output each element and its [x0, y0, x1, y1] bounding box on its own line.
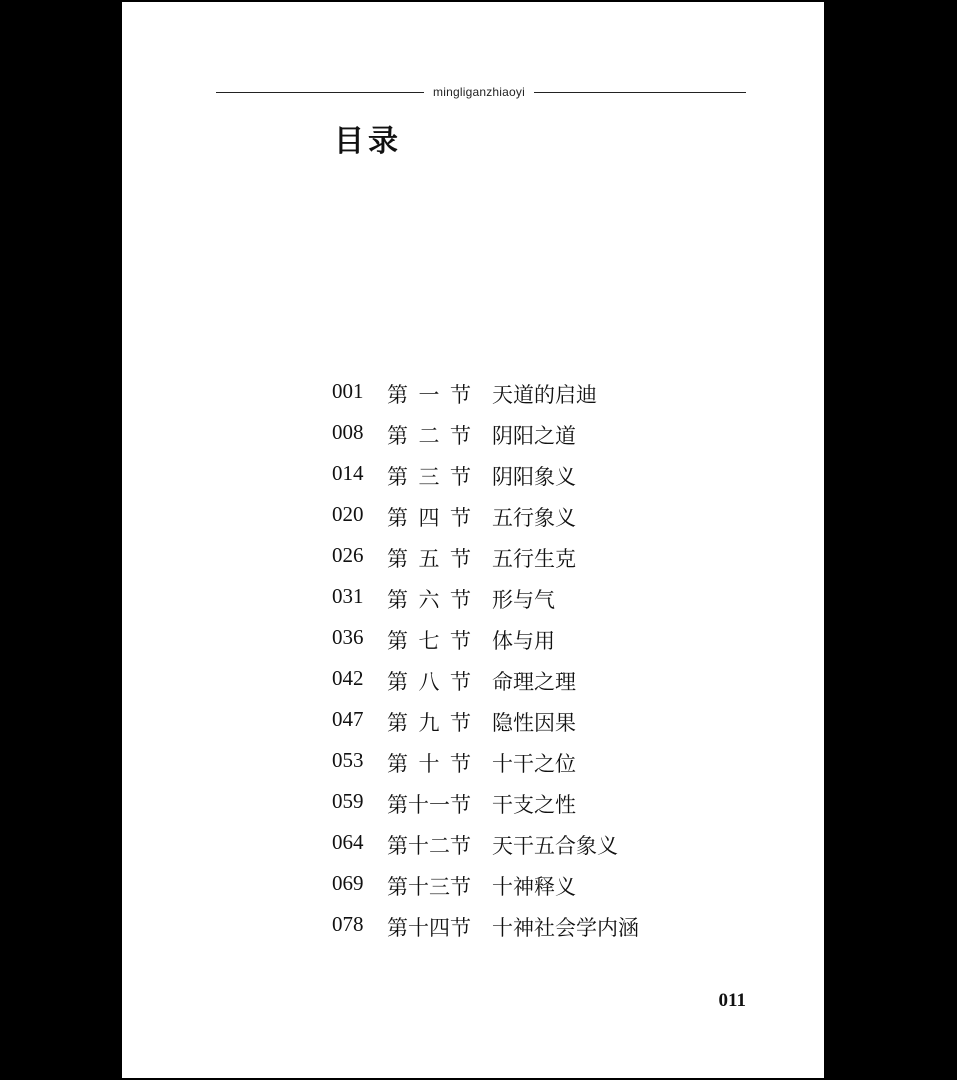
toc-entry-title: 形与气: [492, 588, 555, 612]
toc-entry: [332, 412, 752, 453]
toc-entry-page: 001: [332, 379, 364, 403]
header-rule-right: [534, 92, 746, 93]
toc-entry-section-part: 第: [387, 588, 408, 612]
toc-entry: [332, 453, 752, 494]
toc-entry-page: 078: [332, 912, 364, 936]
toc-entry-section: [387, 543, 471, 573]
toc-entry-section-part: 第: [387, 670, 408, 694]
toc-entry: [332, 371, 752, 412]
page-number: 011: [718, 990, 746, 1011]
toc-entry-section: [387, 789, 471, 819]
toc-entry-section-part: 六: [418, 588, 440, 612]
toc-entry-section-part: 第: [387, 424, 408, 448]
toc-entry-section-part: 节: [450, 547, 471, 571]
toc-entry: [332, 617, 752, 658]
toc-entry-section-part: 第十三节: [387, 875, 471, 899]
toc-entry-section: [387, 420, 471, 450]
toc-entry-section-part: 三: [418, 465, 440, 489]
toc-entry-section: [387, 830, 471, 860]
toc-entry-section: [387, 461, 471, 491]
toc-entry-title: 命理之理: [492, 670, 576, 694]
toc-entry-page: 059: [332, 789, 364, 813]
running-head-text: mingliganzhiaoyi: [433, 85, 525, 99]
toc-entry-section: [387, 584, 471, 614]
toc-entry: [332, 904, 752, 945]
toc-entry-title: 五行象义: [492, 506, 576, 530]
toc-entry-section-part: 一: [418, 383, 440, 407]
toc-entry-title: 体与用: [492, 629, 555, 653]
toc-entry-section: [387, 666, 471, 696]
toc-entry-section-part: 节: [450, 629, 471, 653]
toc-entry-section: [387, 912, 471, 942]
toc-entry-section-part: 第十四节: [387, 916, 471, 940]
toc-entry-section-part: 节: [450, 506, 471, 530]
toc-entry-section: [387, 502, 471, 532]
toc-entry-section-part: 节: [450, 588, 471, 612]
toc-entry: [332, 781, 752, 822]
toc-entry-page: 031: [332, 584, 364, 608]
toc-entry-title: 阴阳之道: [492, 424, 576, 448]
toc-title: 目录: [334, 124, 402, 159]
toc-entry-section-part: 第: [387, 506, 408, 530]
toc-entry-title: 十神社会学内涵: [492, 916, 639, 940]
toc-entry-section-part: 节: [450, 711, 471, 735]
toc-entry-section-part: 八: [418, 670, 440, 694]
toc-entry-section-part: 十: [418, 752, 440, 776]
toc-entry-page: 053: [332, 748, 364, 772]
toc-entry-section: [387, 625, 471, 655]
toc-entry-page: 026: [332, 543, 364, 567]
toc-entry-section-part: 节: [450, 752, 471, 776]
toc-entry: [332, 658, 752, 699]
toc-entry-section-part: 七: [418, 629, 440, 653]
book-page: [122, 2, 824, 1078]
toc-entry-section-part: 第: [387, 711, 408, 735]
toc-entry-section-part: 第十一节: [387, 793, 471, 817]
toc-entry: [332, 494, 752, 535]
toc-entry-title: 隐性因果: [492, 711, 576, 735]
toc-entry-title: 干支之性: [492, 793, 576, 817]
toc-entry-section-part: 九: [418, 711, 440, 735]
toc-entry-page: 047: [332, 707, 364, 731]
toc-entry-section-part: 第: [387, 383, 408, 407]
toc-entry-section: [387, 748, 471, 778]
toc-entry: [332, 740, 752, 781]
toc-entry-page: 020: [332, 502, 364, 526]
toc-entry-section-part: 节: [450, 424, 471, 448]
toc-entry-section: [387, 379, 471, 409]
toc-entry: [332, 576, 752, 617]
toc-entry-page: 069: [332, 871, 364, 895]
toc-entry: [332, 535, 752, 576]
toc-entry: [332, 863, 752, 904]
running-header: [216, 87, 746, 99]
toc-entry-title: 十干之位: [492, 752, 576, 776]
header-rule-left: [216, 92, 424, 93]
toc-entry-title: 十神释义: [492, 875, 576, 899]
toc-entry-title: 天道的启迪: [492, 383, 597, 407]
toc-entry-section: [387, 707, 471, 737]
toc-entry-section-part: 第: [387, 465, 408, 489]
toc-entry-section-part: 四: [418, 506, 440, 530]
toc-entry-section-part: 第: [387, 629, 408, 653]
toc-entry-section-part: 第十二节: [387, 834, 471, 858]
toc-entry-page: 014: [332, 461, 364, 485]
toc-entry-section-part: 节: [450, 383, 471, 407]
toc-entry-section-part: 第: [387, 547, 408, 571]
toc-list: [332, 371, 752, 945]
toc-entry-page: 036: [332, 625, 364, 649]
toc-entry: [332, 699, 752, 740]
toc-entry-title: 五行生克: [492, 547, 576, 571]
toc-entry-section: [387, 871, 471, 901]
toc-entry-title: 天干五合象义: [492, 834, 618, 858]
toc-entry-page: 008: [332, 420, 364, 444]
toc-entry-page: 064: [332, 830, 364, 854]
toc-entry: [332, 822, 752, 863]
toc-entry-section-part: 五: [418, 547, 440, 571]
toc-entry-section-part: 第: [387, 752, 408, 776]
toc-entry-section-part: 节: [450, 670, 471, 694]
toc-entry-section-part: 二: [418, 424, 440, 448]
toc-entry-title: 阴阳象义: [492, 465, 576, 489]
toc-entry-page: 042: [332, 666, 364, 690]
toc-entry-section-part: 节: [450, 465, 471, 489]
